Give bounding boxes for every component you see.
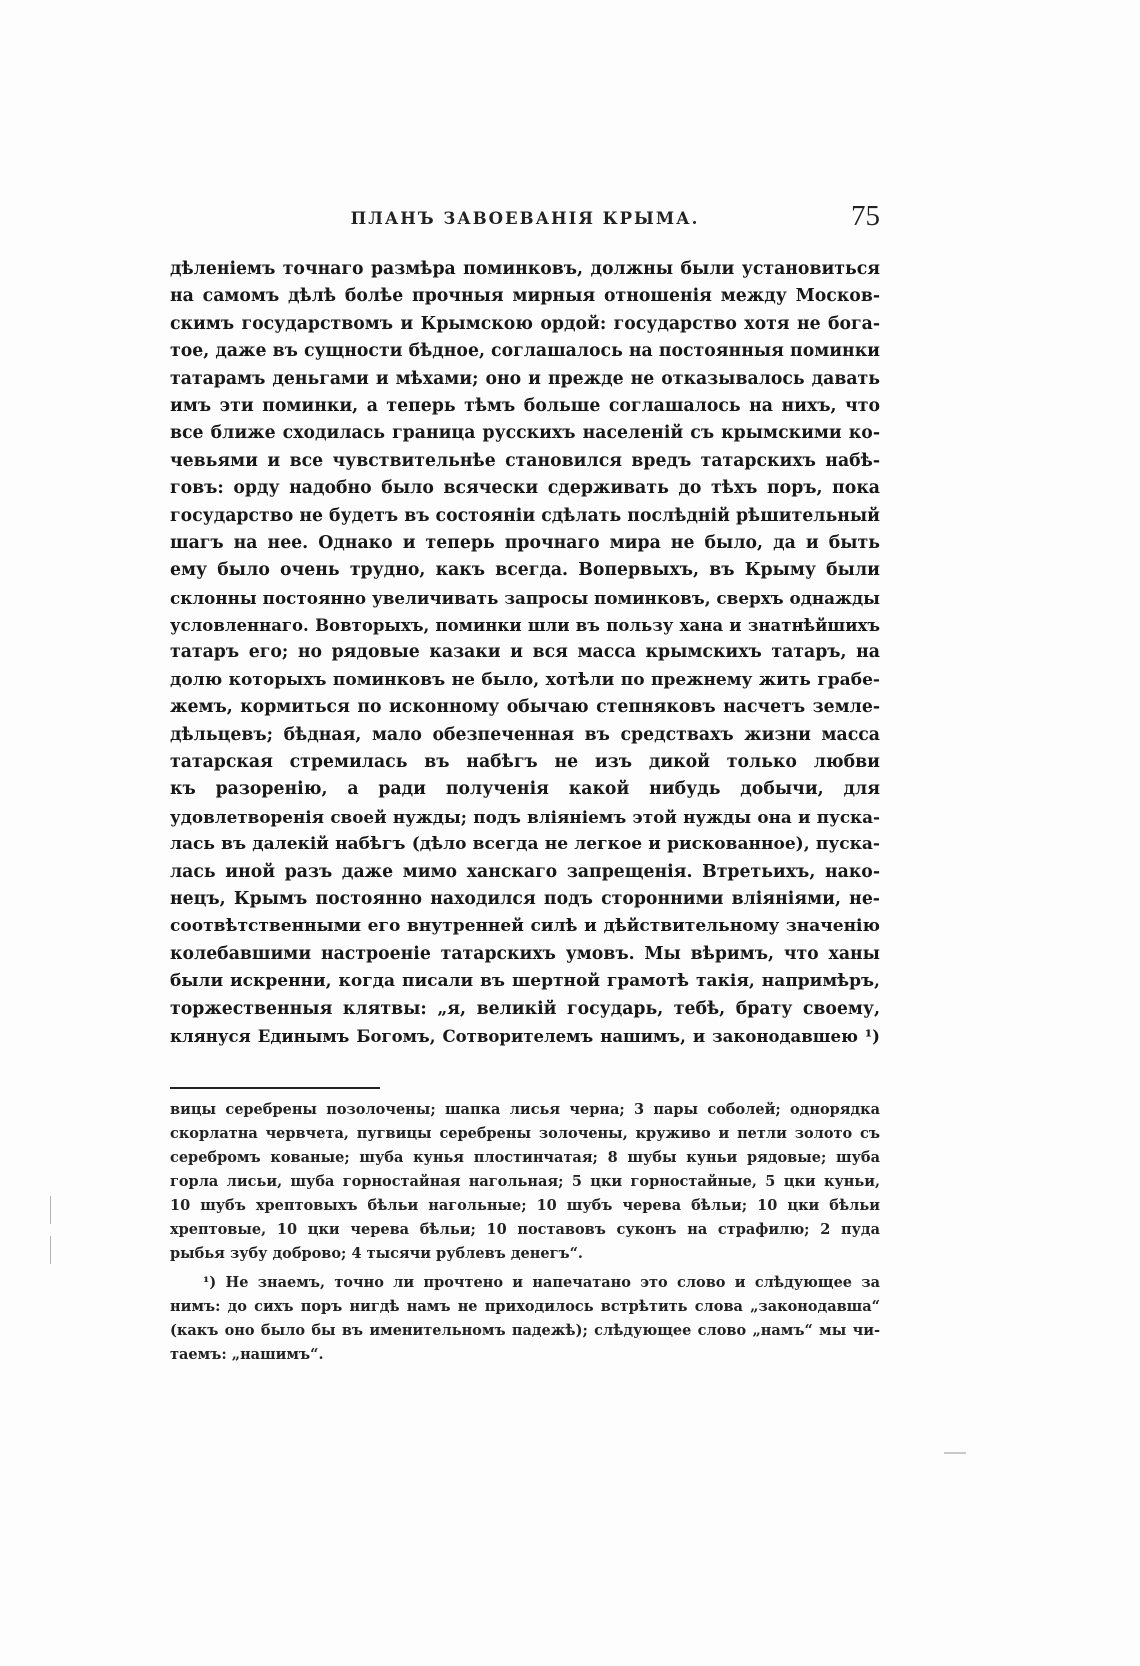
text-line: склонны постоянно увеличивать запросы поминковъ, сверхъ однажды <box>170 587 880 608</box>
text-line: нецъ, Крымъ постоянно находился подъ сторонними вліяніями, не- <box>170 888 880 909</box>
footnotes <box>170 1098 880 1367</box>
text-line: татарамъ деньгами и мѣхами; оно и прежде не отказывалось давать <box>170 368 880 389</box>
footnote-line: таемъ: „нашимъ“. <box>170 1346 324 1363</box>
text-line: шагъ на нее. Однако и теперь прочнаго мира не было, да и быть <box>170 532 880 553</box>
text-line: говъ: орду надобно было всячески сдерживать до тѣхъ поръ, пока <box>170 478 880 499</box>
text-line: къ разоренію, а ради полученія какой нибудь добычи, для <box>170 779 880 800</box>
text-line: дѣльцевъ; бѣдная, мало обезпеченная въ средствахъ жизни масса <box>170 724 880 745</box>
text-line: чевьями и все чувствительнѣе становился вредъ татарскихъ набѣ- <box>170 450 880 471</box>
text-line: татаръ его; но рядовые казаки и вся масса крымскихъ татаръ, на <box>170 642 880 663</box>
footnote-line: вицы серебрены позолочены; шапка лисья черна; 3 пары соболей; однорядка <box>170 1101 880 1118</box>
text-line: условленнаго. Вовторыхъ, поминки шли въ пользу хана и знатнѣйшихъ <box>170 615 880 636</box>
footnote-line: 10 шубъ хрептовыхъ бѣльи нагольные; 10 шубъ черева бѣльи; 10 цки бѣльи <box>170 1197 880 1214</box>
text-line: лась иной разъ даже мимо ханскаго запрещенія. Втретьихъ, нако- <box>170 861 880 882</box>
text-line: все ближе сходилась граница русскихъ населеній съ крымскими ко- <box>170 423 880 444</box>
text-line: жемъ, кормиться по исконному обычаю степняковъ насчетъ земле- <box>170 697 880 718</box>
footnote-line: скорлатна червчета, пугвицы серебрены золочены, круживо и петли золото съ <box>170 1125 880 1142</box>
text-line: удовлетворенія своей нужды; подъ вліяніемъ этой нужды она и пуска- <box>170 806 880 827</box>
text-line: ему было очень трудно, какъ всегда. Вопервыхъ, въ Крыму были <box>170 560 880 581</box>
text-line: государство не будетъ въ состояніи сдѣлать послѣдній рѣшительный <box>170 505 880 526</box>
scan-margin-mark <box>944 1452 966 1454</box>
text-line: на самомъ дѣлѣ болѣе прочныя мирныя отношенія между Москов- <box>170 286 880 307</box>
text-line: клянуся Единымъ Богомъ, Сотворителемъ нашимъ, и законодавшею ¹) <box>170 1025 880 1046</box>
text-line: колебавшими настроеніе татарскихъ умовъ. Мы вѣримъ, что ханы <box>170 943 880 964</box>
text-line: торжественныя клятвы: „я, великій государь, тебѣ, брату своему, <box>170 998 880 1019</box>
running-head <box>170 200 880 234</box>
scan-margin-mark <box>50 1236 51 1264</box>
text-line: скимъ государствомъ и Крымскою ордой: государство хотя не бога- <box>170 313 880 334</box>
text-line: лась въ далекій набѣгъ (дѣло всегда не легкое и рискованное), пуска- <box>170 834 880 855</box>
footnote-line: хрептовые, 10 цки черева бѣльи; 10 поставовъ суконъ на страфилю; 2 пуда <box>170 1221 880 1238</box>
footnote-line: горла лисьи, шуба горностайная нагольная; 5 цки горностайные, 5 цки куньи, <box>170 1173 880 1190</box>
text-line: дѣленіемъ точнаго размѣра поминковъ, должны были установиться <box>170 259 880 279</box>
running-title: ПЛАНЪ ЗАВОЕВАНІЯ КРЫМА. <box>350 209 700 228</box>
text-line: татарская стремилась въ набѣгъ не изъ дикой только любви <box>170 752 880 773</box>
footnote-rule <box>170 1087 380 1089</box>
text-line: имъ эти поминки, а теперь тѣмъ больше соглашалось на нихъ, что <box>170 395 880 416</box>
footnote-line: ¹) Не знаемъ, точно ли прочтено и напечатано это слово и слѣдующее за <box>203 1274 880 1291</box>
footnote-line: рыбья зубу доброво; 4 тысячи рублевъ денегъ“. <box>170 1245 583 1262</box>
main-text <box>170 256 880 1050</box>
text-line: долю которыхъ поминковъ не было, хотѣли по прежнему жить грабе- <box>170 669 880 690</box>
text-line: соотвѣтственными его внутренней силѣ и дѣйствительному значенію <box>170 916 880 937</box>
scan-margin-mark <box>50 1196 51 1224</box>
text-line: были искренни, когда писали въ шертной грамотѣ такія, напримѣръ, <box>170 971 880 992</box>
text-line: тое, даже въ сущности бѣдное, соглашалось на постоянныя поминки <box>170 341 880 362</box>
page-number: 75 <box>851 200 880 232</box>
footnote-line: нимъ: до сихъ поръ нигдѣ намъ не приходилось встрѣтить слова „законодавша“ <box>170 1298 880 1315</box>
footnote-line: (какъ оно было бы въ именительномъ падежѣ); слѣдующее слово „намъ“ мы чи- <box>170 1322 880 1339</box>
footnote-line: серебромъ кованые; шуба кунья плостинчатая; 8 шубы куньи рядовые; шуба <box>170 1149 880 1166</box>
